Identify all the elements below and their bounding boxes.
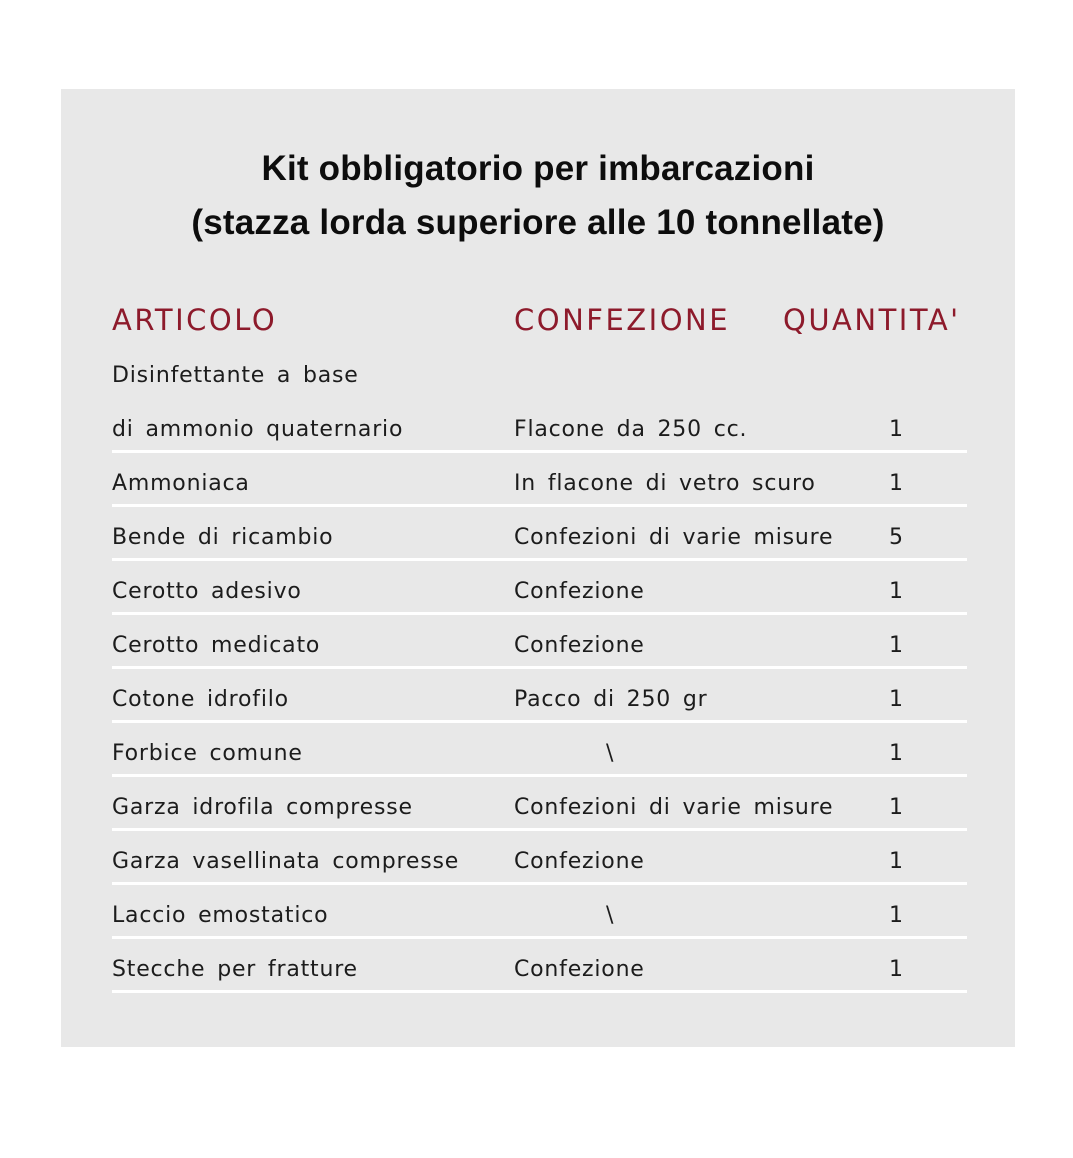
row-quantity: 1 (889, 417, 904, 442)
table-row (112, 615, 967, 669)
table-row (112, 345, 967, 399)
table-row (112, 831, 967, 885)
row-article: Stecche per fratture (112, 957, 358, 982)
table-row (112, 399, 967, 453)
row-quantity: 5 (889, 525, 904, 550)
row-quantity: 1 (889, 957, 904, 982)
row-article: di ammonio quaternario (112, 417, 404, 442)
row-article: Cotone idrofilo (112, 687, 289, 712)
column-header-articolo: ARTICOLO (112, 303, 278, 337)
row-article: Cerotto adesivo (112, 579, 302, 604)
table-row (112, 669, 967, 723)
row-quantity: 1 (889, 471, 904, 496)
table-header-row (112, 303, 967, 337)
title-line-2: (stazza lorda superiore alle 10 tonnellate) (191, 203, 885, 242)
row-quantity: 1 (889, 903, 904, 928)
row-article: Ammoniaca (112, 471, 250, 496)
table-row (112, 723, 967, 777)
title-line-1: Kit obbligatorio per imbarcazioni (261, 149, 815, 188)
row-package: Confezioni di varie misure (514, 525, 834, 550)
row-package: Pacco di 250 gr (514, 687, 708, 712)
row-article: Laccio emostatico (112, 903, 329, 928)
row-quantity: 1 (889, 687, 904, 712)
row-article: Garza vasellinata compresse (112, 849, 460, 874)
kit-table-body (112, 345, 967, 993)
row-package: \ (606, 903, 615, 928)
table-row (112, 885, 967, 939)
row-article: Cerotto medicato (112, 633, 321, 658)
row-package: Confezioni di varie misure (514, 795, 834, 820)
row-quantity: 1 (889, 633, 904, 658)
row-quantity: 1 (889, 795, 904, 820)
row-quantity: 1 (889, 741, 904, 766)
table-row (112, 507, 967, 561)
row-quantity: 1 (889, 849, 904, 874)
row-package: \ (606, 741, 615, 766)
row-package: In flacone di vetro scuro (514, 471, 816, 496)
column-header-confezione: CONFEZIONE (514, 303, 731, 337)
row-article: Disinfettante a base (112, 363, 359, 388)
row-package: Confezione (514, 957, 645, 982)
table-row (112, 939, 967, 993)
row-package: Flacone da 250 cc. (514, 417, 748, 442)
row-package: Confezione (514, 579, 645, 604)
table-row (112, 777, 967, 831)
row-article: Garza idrofila compresse (112, 795, 413, 820)
row-article: Bende di ricambio (112, 525, 334, 550)
row-package: Confezione (514, 633, 645, 658)
table-row (112, 453, 967, 507)
kit-panel (61, 89, 1015, 1047)
page-title (61, 142, 1015, 250)
column-header-quantita: QUANTITA' (783, 303, 961, 337)
row-article: Forbice comune (112, 741, 303, 766)
table-row (112, 561, 967, 615)
row-quantity: 1 (889, 579, 904, 604)
row-package: Confezione (514, 849, 645, 874)
